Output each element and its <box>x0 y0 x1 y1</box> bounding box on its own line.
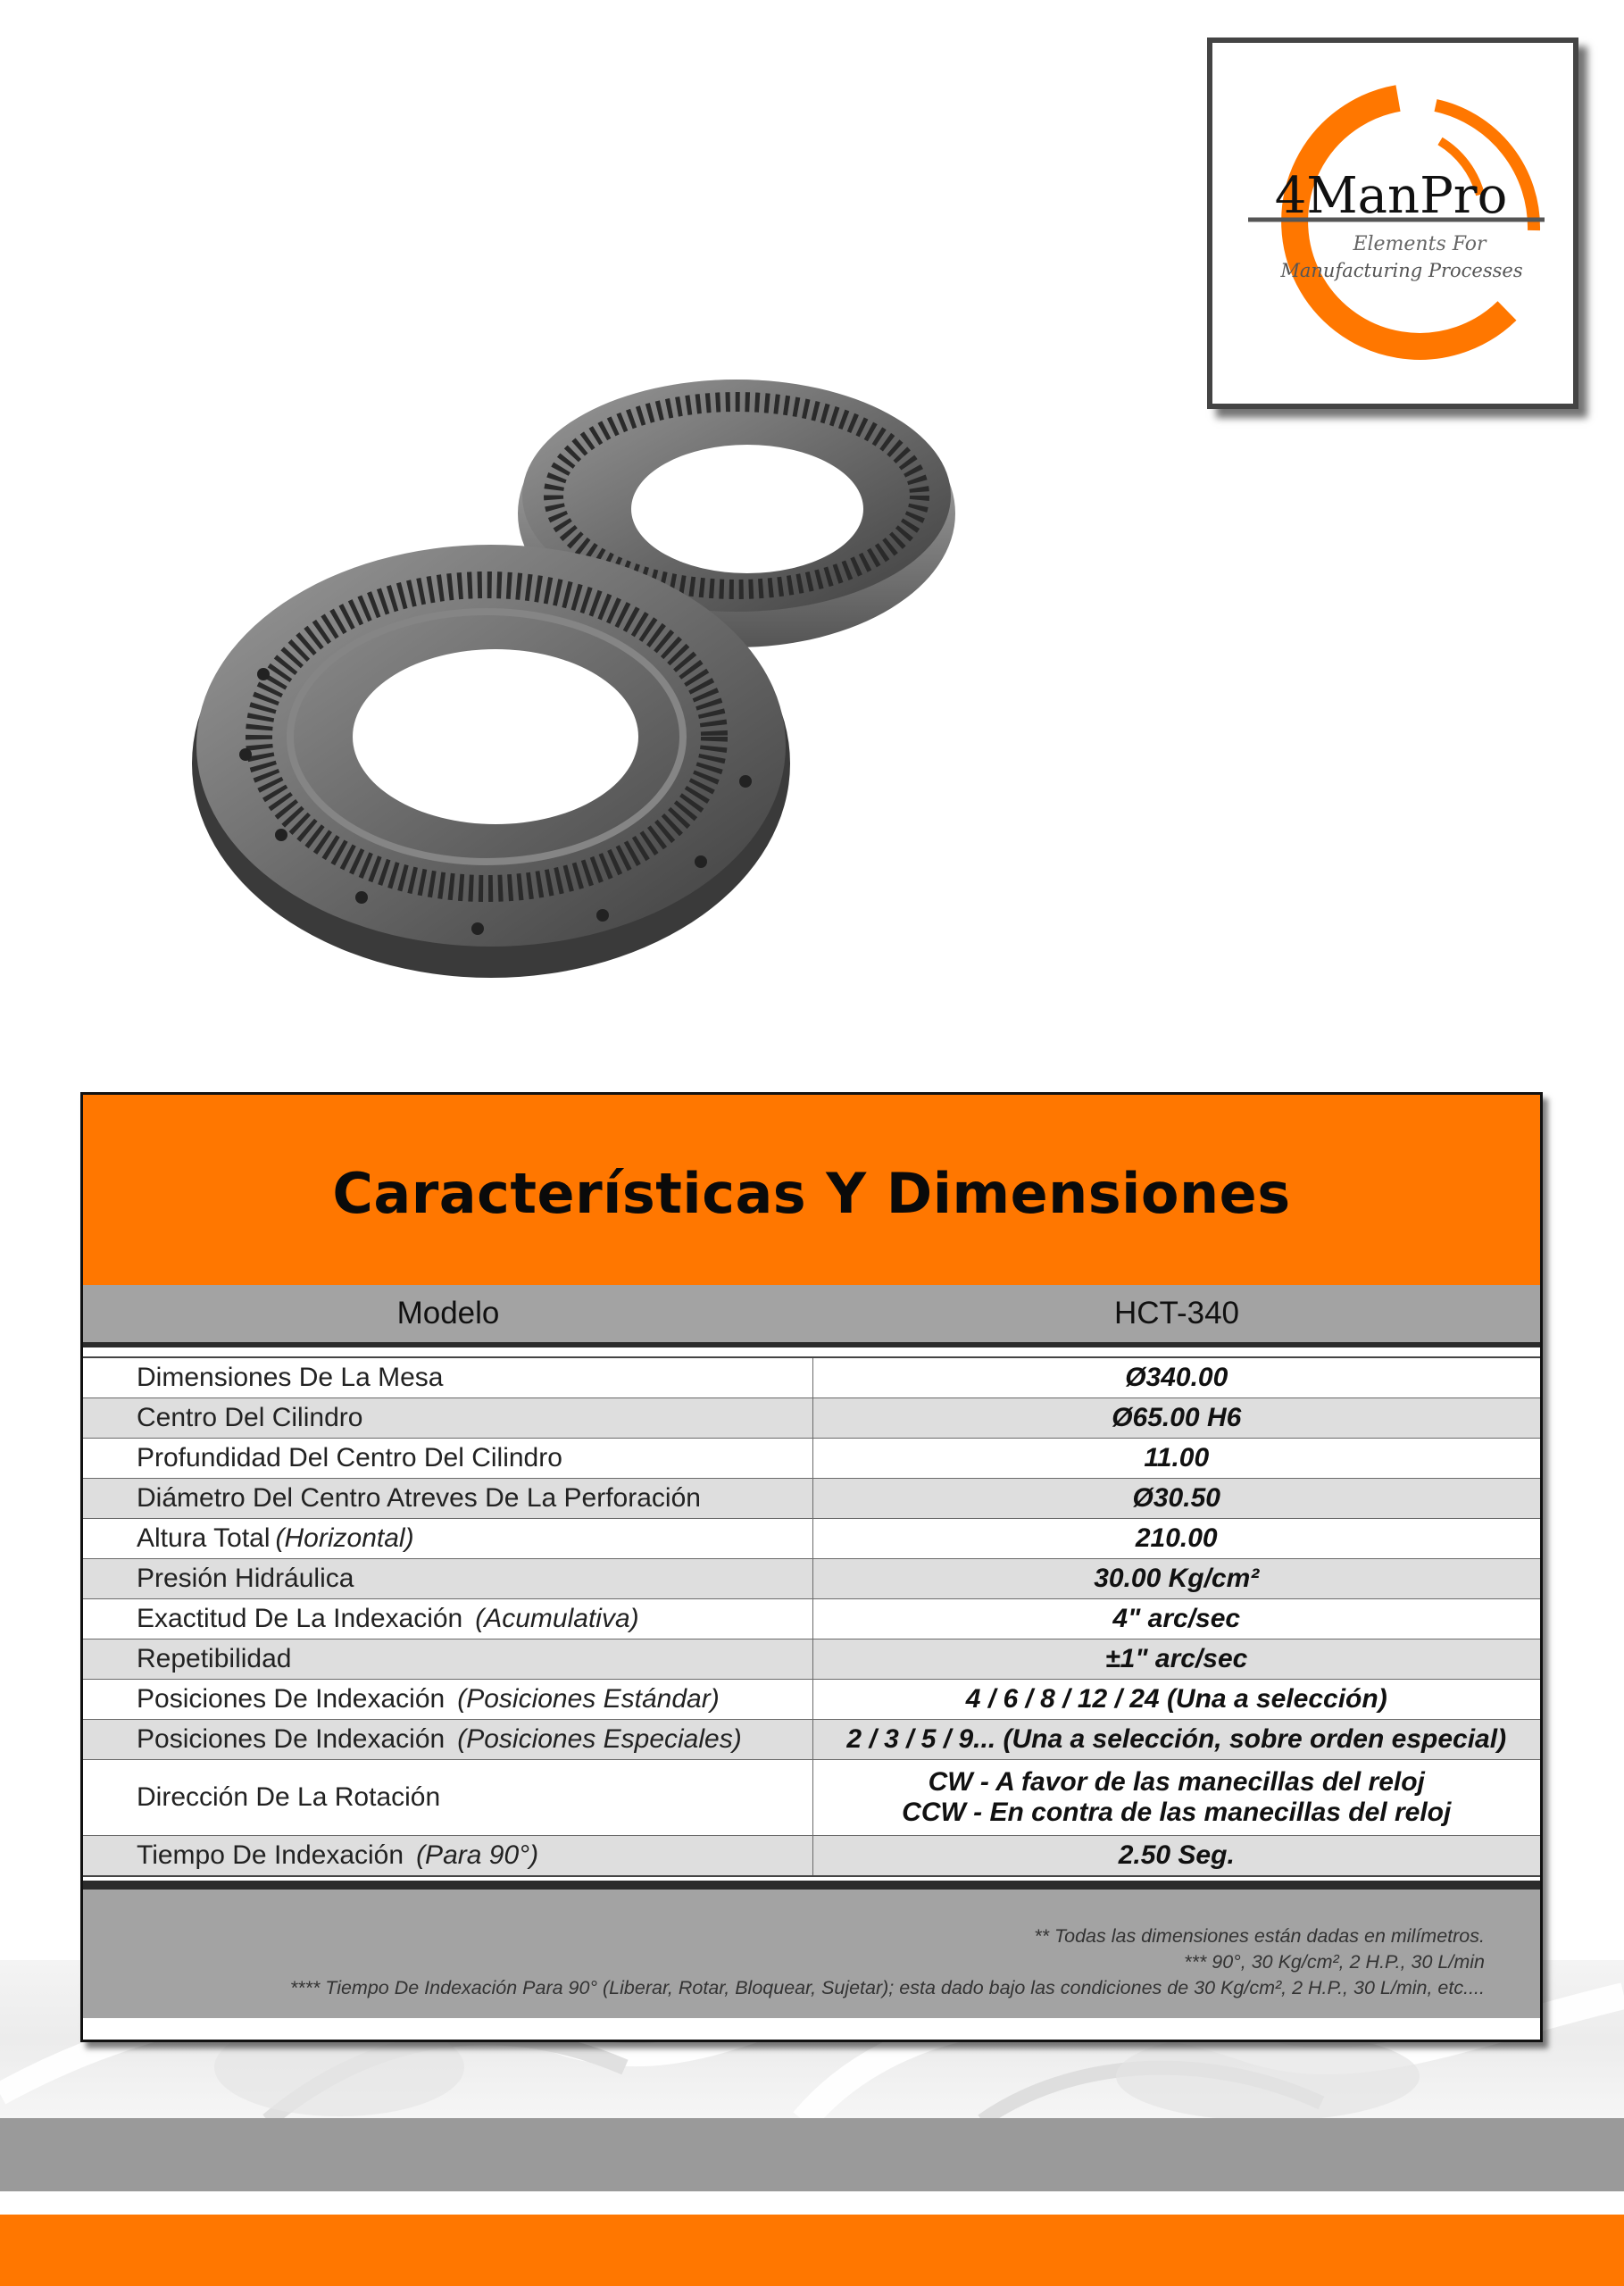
specifications-header <box>83 1095 1540 1285</box>
svg-text:4ManPro: 4ManPro <box>1274 167 1508 225</box>
specifications-card <box>80 1092 1543 2042</box>
spec-label: Presión Hidráulica <box>137 1563 354 1593</box>
footnote: ** Todas las dimensiones están dadas en milímetros. <box>1034 1925 1485 1947</box>
table-row <box>83 1439 1540 1479</box>
spec-note: (Posiciones Especiales) <box>457 1723 742 1754</box>
product-photo <box>192 380 978 1005</box>
spec-value: 2 / 3 / 5 / 9... (Una a selección, sobre orden especial) <box>812 1720 1540 1760</box>
spec-value: 4" arc/sec <box>812 1599 1540 1639</box>
table-row <box>83 1599 1540 1639</box>
spec-value: 30.00 Kg/cm² <box>812 1559 1540 1599</box>
table-row <box>83 1479 1540 1519</box>
spec-label: Exactitud De La Indexación <box>137 1603 463 1633</box>
svg-text:Elements For: Elements For <box>1353 233 1487 255</box>
company-logo <box>1207 38 1578 409</box>
svg-text:Manufacturing Processes: Manufacturing Processes <box>1280 260 1523 281</box>
spec-label: Tiempo De Indexación <box>137 1840 404 1870</box>
specifications-table <box>83 1356 1540 1877</box>
spec-value: Ø30.50 <box>812 1479 1540 1519</box>
spec-value: Ø340.00 <box>812 1357 1540 1398</box>
spec-value: 210.00 <box>812 1519 1540 1559</box>
spec-value: ±1" arc/sec <box>812 1639 1540 1680</box>
spec-label: Repetibilidad <box>137 1643 292 1673</box>
spec-value <box>812 1760 1540 1836</box>
footnotes <box>83 1890 1540 2018</box>
spec-value: 11.00 <box>812 1439 1540 1479</box>
table-row <box>83 1398 1540 1439</box>
model-header-row <box>83 1285 1540 1347</box>
specifications-title: Características Y Dimensiones <box>332 1161 1291 1226</box>
footnote: *** 90°, 30 Kg/cm², 2 H.P., 30 L/min <box>1184 1951 1485 1973</box>
table-bottom-rule <box>83 1881 1540 1890</box>
spec-note: (Horizontal) <box>275 1523 414 1553</box>
table-row <box>83 1720 1540 1760</box>
spec-label: Profundidad Del Centro Del Cilindro <box>137 1442 562 1473</box>
spec-value: Ø65.00 H6 <box>812 1398 1540 1439</box>
spec-label: Posiciones De Indexación <box>137 1723 446 1754</box>
table-row <box>83 1559 1540 1599</box>
table-row <box>83 1519 1540 1559</box>
spec-label: Altura Total <box>137 1523 271 1553</box>
spec-value-line: CW - A favor de las manecillas del reloj <box>928 1766 1425 1797</box>
table-row <box>83 1357 1540 1398</box>
table-row <box>83 1639 1540 1680</box>
footer-orange-stripe <box>0 2215 1624 2286</box>
spec-label: Centro Del Cilindro <box>137 1402 363 1432</box>
table-row <box>83 1760 1540 1836</box>
spec-value-line: CCW - En contra de las manecillas del reloj <box>902 1798 1452 1827</box>
spec-label: Dimensiones De La Mesa <box>137 1362 444 1392</box>
spec-label: Dirección De La Rotación <box>137 1781 441 1812</box>
footer-gray-stripe <box>0 2118 1624 2191</box>
spec-label: Posiciones De Indexación <box>137 1683 446 1714</box>
table-row <box>83 1836 1540 1877</box>
spec-value: 2.50 Seg. <box>812 1836 1540 1877</box>
spec-note: (Para 90°) <box>416 1840 539 1870</box>
spec-note: (Posiciones Estándar) <box>457 1683 720 1714</box>
spec-label: Diámetro Del Centro Atreves De La Perforación <box>137 1482 701 1513</box>
model-header-label: Modelo <box>396 1296 500 1331</box>
table-row <box>83 1680 1540 1720</box>
spec-note: (Acumulativa) <box>475 1603 639 1633</box>
footnote: **** Tiempo De Indexación Para 90° (Liberar, Rotar, Bloquear, Sujetar); esta dado bajo las condiciones de 30 Kg/cm², 2 H.P., 30 L/min, etc.... <box>289 1977 1485 1998</box>
model-header-value: HCT-340 <box>1113 1296 1240 1331</box>
spec-value: 4 / 6 / 8 / 12 / 24 (Una a selección) <box>812 1680 1540 1720</box>
